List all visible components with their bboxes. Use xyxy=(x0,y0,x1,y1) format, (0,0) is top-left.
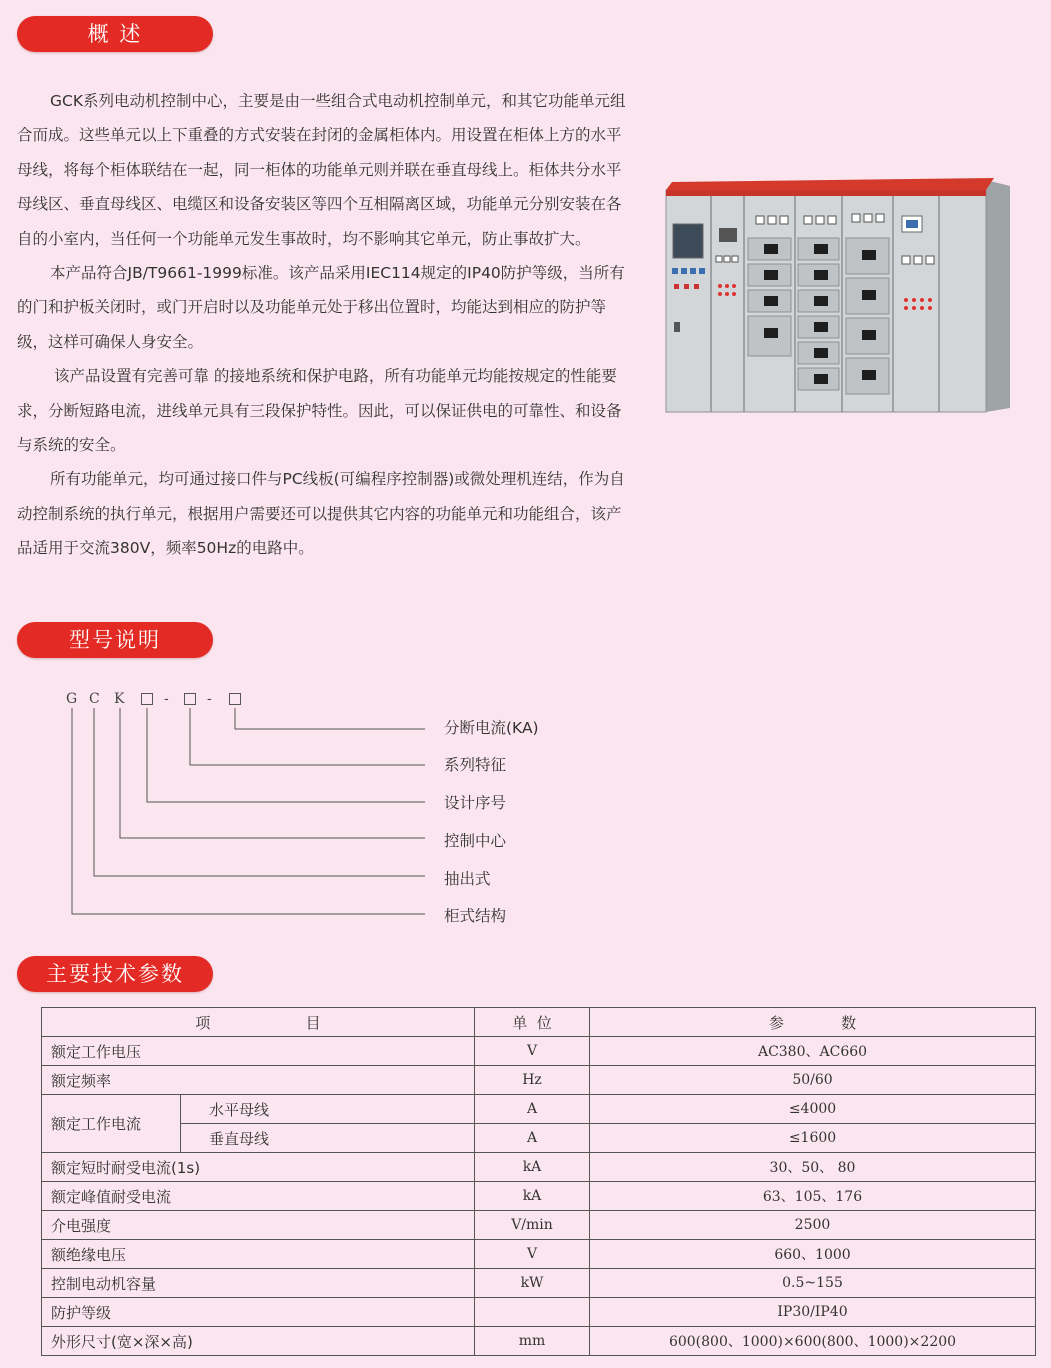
row-value: ≤4000 xyxy=(590,1095,1036,1124)
row-item: 额定工作电流 xyxy=(42,1095,181,1153)
section-title-overview: 概 述 xyxy=(17,16,213,52)
section-title-params: 主要技术参数 xyxy=(17,956,213,992)
table-row xyxy=(42,1124,1036,1153)
switchgear-cabinet-image xyxy=(664,176,1010,414)
parameters-table xyxy=(41,1007,1036,1356)
header-item: 项 目 xyxy=(42,1008,475,1037)
row-item: 防护等级 xyxy=(42,1298,475,1327)
intro-paragraph-3: 该产品设置有完善可靠 的接地系统和保护电路，所有功能单元均能按规定的性能要求，分断短路电流，进线单元具有三段保护特性。因此，可以保证供电的可靠性、和设备与系统的安全。 xyxy=(17,367,622,455)
table-row xyxy=(42,1037,1036,1066)
row-value: 50/60 xyxy=(590,1066,1036,1095)
table-row xyxy=(42,1240,1036,1269)
model-label-control-center: 控制中心 xyxy=(444,832,507,850)
header-value: 参 数 xyxy=(590,1008,1036,1037)
row-unit: mm xyxy=(475,1327,590,1356)
row-value: 30、50、 80 xyxy=(590,1153,1036,1182)
table-row xyxy=(42,1066,1036,1095)
row-item: 额定工作电压 xyxy=(42,1037,475,1066)
row-item: 外形尺寸(宽×深×高) xyxy=(42,1327,475,1356)
row-unit: V xyxy=(475,1240,590,1269)
intro-text xyxy=(17,84,627,566)
row-unit: kW xyxy=(475,1269,590,1298)
row-value: 0.5~155 xyxy=(590,1269,1036,1298)
row-unit: V/min xyxy=(475,1211,590,1240)
table-row xyxy=(42,1327,1036,1356)
model-letter-k: K xyxy=(114,691,125,707)
table-header-row xyxy=(42,1008,1036,1037)
row-unit: A xyxy=(475,1095,590,1124)
row-unit: kA xyxy=(475,1153,590,1182)
row-item: 额定峰值耐受电流 xyxy=(42,1182,475,1211)
table-row xyxy=(42,1269,1036,1298)
row-unit: V xyxy=(475,1037,590,1066)
row-unit: Hz xyxy=(475,1066,590,1095)
model-dash-1: - xyxy=(164,691,169,707)
row-value: 660、1000 xyxy=(590,1240,1036,1269)
row-value: 2500 xyxy=(590,1211,1036,1240)
table-row xyxy=(42,1095,1036,1124)
row-unit: kA xyxy=(475,1182,590,1211)
table-row xyxy=(42,1153,1036,1182)
row-value: AC380、AC660 xyxy=(590,1037,1036,1066)
model-label-cabinet: 柜式结构 xyxy=(444,907,507,925)
row-item: 额定频率 xyxy=(42,1066,475,1095)
model-leader-lines xyxy=(0,700,460,930)
row-unit: A xyxy=(475,1124,590,1153)
intro-paragraph-1: GCK系列电动机控制中心，主要是由一些组合式电动机控制单元，和其它功能单元组合而成。这些单元以上下重叠的方式安装在封闭的金属柜体内。用设置在柜体上方的水平母线，将每个柜体联结在一起，同一柜体的功能单元则并联在垂直母线上。柜体共分水平母线区、垂直母线区、电缆区和设备安装区等四个互相隔离区域，功能单元分别安装在各自的小室内，当任何一个功能单元发生事故时，均不影响其它单元，防止事故扩大。 xyxy=(17,92,626,248)
row-subitem: 水平母线 xyxy=(181,1095,475,1124)
table-row xyxy=(42,1211,1036,1240)
row-value: 600(800、1000)×600(800、1000)×2200 xyxy=(590,1327,1036,1356)
row-value: 63、105、176 xyxy=(590,1182,1036,1211)
table-row xyxy=(42,1182,1036,1211)
row-unit xyxy=(475,1298,590,1327)
row-subitem: 垂直母线 xyxy=(181,1124,475,1153)
model-letter-c: C xyxy=(89,691,100,707)
header-unit: 单 位 xyxy=(475,1008,590,1037)
intro-paragraph-2: 本产品符合JB/T9661-1999标准。该产品采用IEC114规定的IP40防护等级，当所有的门和护板关闭时，或门开启时以及功能单元处于移出位置时，均能达到相应的防护等级，这样可确保人身安全。 xyxy=(17,264,625,351)
model-dash-2: - xyxy=(207,691,212,707)
intro-paragraph-4: 所有功能单元，均可通过接口件与PC线板(可编程序控制器)或微处理机连结，作为自动控制系统的执行单元，根据用户需要还可以提供其它内容的功能单元和功能组合，该产品适用于交流380V，频率50Hz的电路中。 xyxy=(17,470,625,558)
model-label-design-no: 设计序号 xyxy=(444,794,507,812)
row-item: 介电强度 xyxy=(42,1211,475,1240)
row-item: 额定短时耐受电流(1s) xyxy=(42,1153,475,1182)
model-letter-g: G xyxy=(66,691,78,707)
row-value: IP30/IP40 xyxy=(590,1298,1036,1327)
model-label-series: 系列特征 xyxy=(444,756,507,774)
row-item: 额绝缘电压 xyxy=(42,1240,475,1269)
model-label-breaking-current: 分断电流(KA) xyxy=(444,719,539,737)
row-item: 控制电动机容量 xyxy=(42,1269,475,1298)
row-value: ≤1600 xyxy=(590,1124,1036,1153)
table-row xyxy=(42,1298,1036,1327)
section-title-model: 型号说明 xyxy=(17,622,213,658)
model-label-drawout: 抽出式 xyxy=(444,870,491,888)
